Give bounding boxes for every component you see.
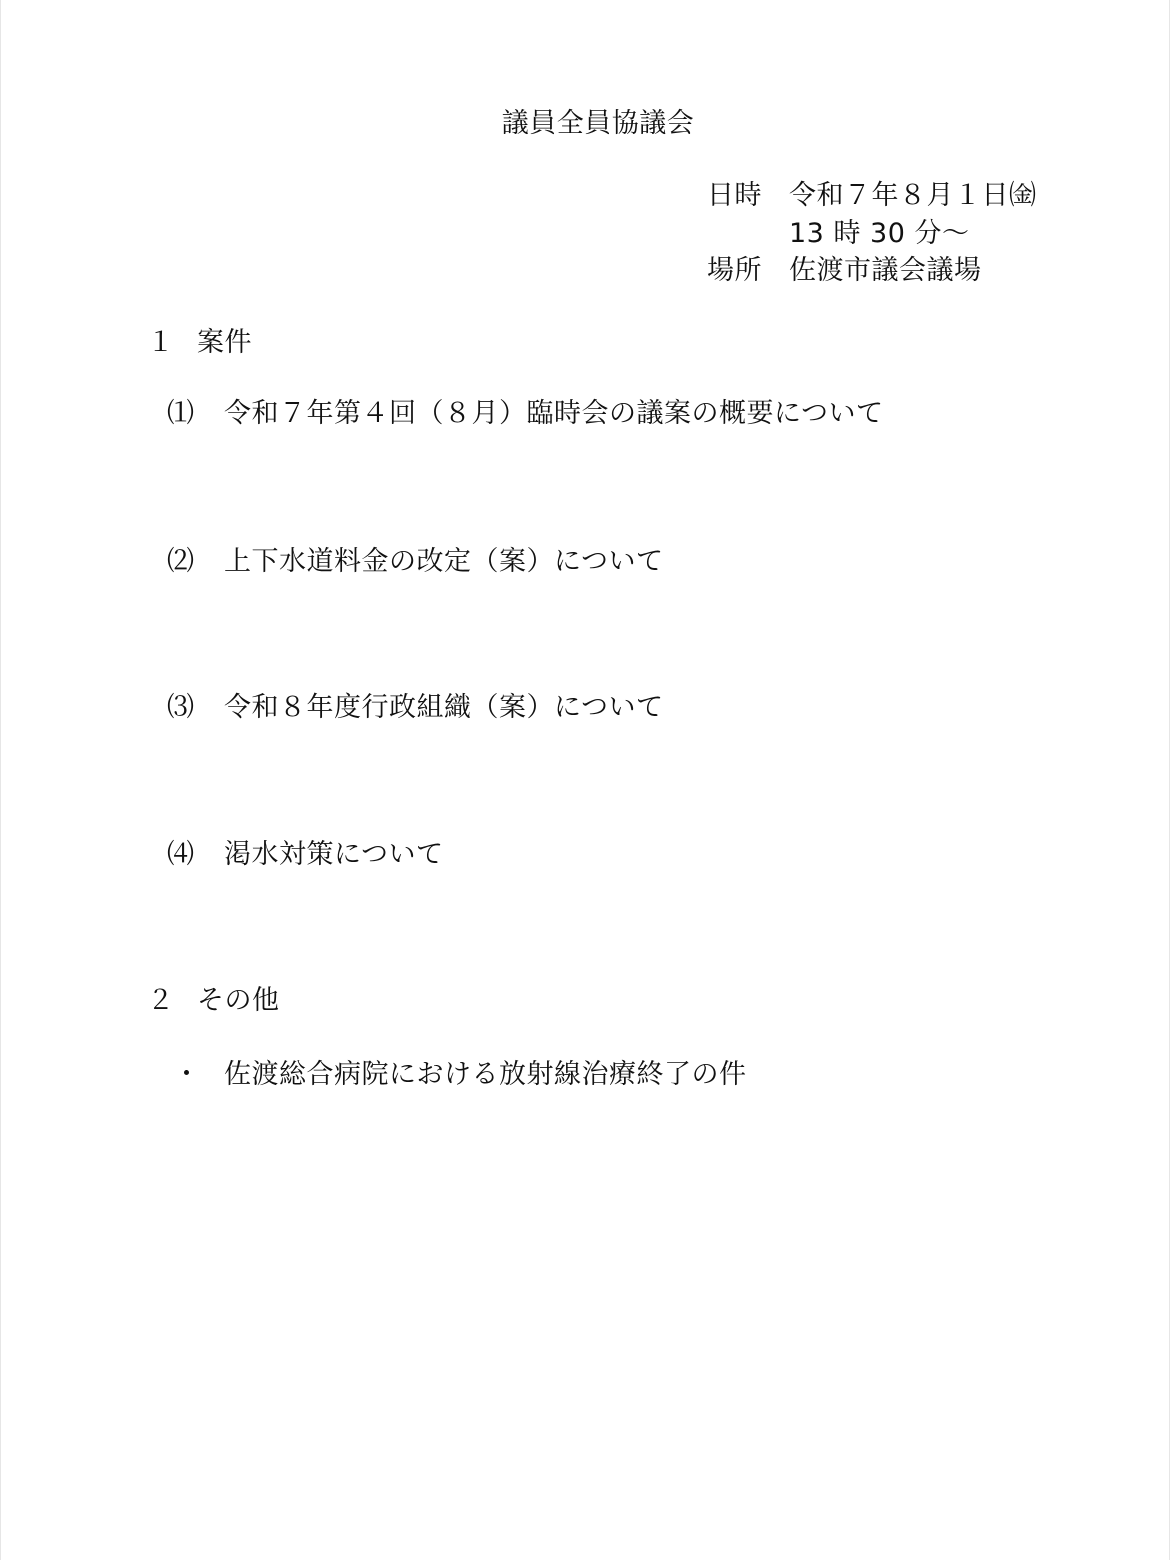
agenda-item-2-marker: ⑵: [167, 546, 195, 577]
place-value: 佐渡市議会議場: [789, 255, 982, 286]
section2-heading: その他: [197, 985, 280, 1016]
other-item-bullet: ・: [173, 1059, 201, 1090]
agenda-item-4-text: 渇水対策について: [224, 839, 444, 870]
agenda-item-3-text: 令和８年度行政組織（案）について: [224, 692, 664, 723]
datetime-label: 日時: [707, 180, 762, 211]
section1-number: １: [147, 327, 175, 358]
document-title: 議員全員協議会: [501, 108, 695, 139]
agenda-item-1-text: 令和７年第４回（８月）臨時会の議案の概要について: [224, 398, 884, 429]
agenda-item-2-text: 上下水道料金の改定（案）について: [224, 546, 664, 577]
section1-heading: 案件: [197, 327, 252, 358]
agenda-item-3-marker: ⑶: [167, 692, 195, 723]
datetime-value: 令和７年８月１日㈮: [789, 180, 1037, 211]
agenda-item-1-marker: ⑴: [167, 398, 195, 429]
time-value: 13 時 30 分～: [789, 218, 970, 249]
agenda-item-4-marker: ⑷: [167, 839, 195, 870]
place-label: 場所: [707, 255, 762, 286]
section2-number: ２: [147, 985, 175, 1016]
other-item-text: 佐渡総合病院における放射線治療終了の件: [224, 1059, 747, 1090]
